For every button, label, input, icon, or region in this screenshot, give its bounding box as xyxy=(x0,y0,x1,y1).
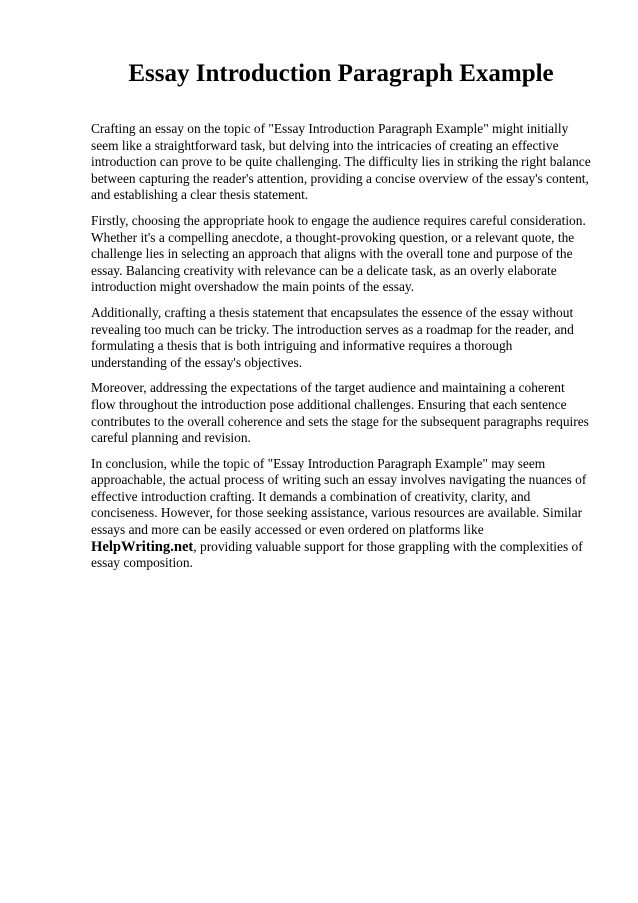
document-body xyxy=(91,121,591,581)
paragraph-2: Firstly, choosing the appropriate hook to engage the audience requires careful consideration. Whether it's a compelling anecdote, a thought-provoking question, or a relevant quote, the challenge lies in selecting an approach that aligns with the overall tone and purpose of the essay. Balancing creativity with relevance can be a delicate task, as an overly elaborate introduction might overshadow the main points of the essay. xyxy=(91,212,586,295)
document-title: Essay Introduction Paragraph Example xyxy=(128,60,554,87)
paragraph-4: Moreover, addressing the expectations of the target audience and maintaining a coherent flow throughout the introduction pose additional challenges. Ensuring that each sentence contributes to the overall coherence and sets the stage for the subsequent paragraphs requires careful planning and revision. xyxy=(91,380,589,446)
conclusion-text-before-link: In conclusion, while the topic of "Essay Introduction Paragraph Example" may seem approachable, the actual process of writing such an essay involves navigating the nuances of effective introduction crafting. It demands a combination of creativity, clarity, and conciseness. However, for those seeking assistance, various resources are available. Similar essays and more can be easily accessed or even ordered on platforms like xyxy=(91,455,587,538)
paragraph-3: Additionally, crafting a thesis statement that encapsulates the essence of the essay without revealing too much can be tricky. The introduction serves as a roadmap for the reader, and formulating a thesis that is both intriguing and informative requires a thorough understanding of the essay's objectives. xyxy=(91,304,574,370)
conclusion-text-after-link: , providing valuable support for those grappling with the complexities of essay composition. xyxy=(91,538,583,571)
paragraph-1: Crafting an essay on the topic of "Essay Introduction Paragraph Example" might initially seem like a straightforward task, but delving into the intricacies of creating an effective introduction can prove to be quite challenging. The difficulty lies in striking the right balance between capturing the reader's attention, providing a concise overview of the essay's content, and establishing a clear thesis statement. xyxy=(91,121,591,203)
paragraph-conclusion xyxy=(91,456,591,572)
helpwriting-link[interactable]: HelpWriting.net xyxy=(91,538,194,555)
